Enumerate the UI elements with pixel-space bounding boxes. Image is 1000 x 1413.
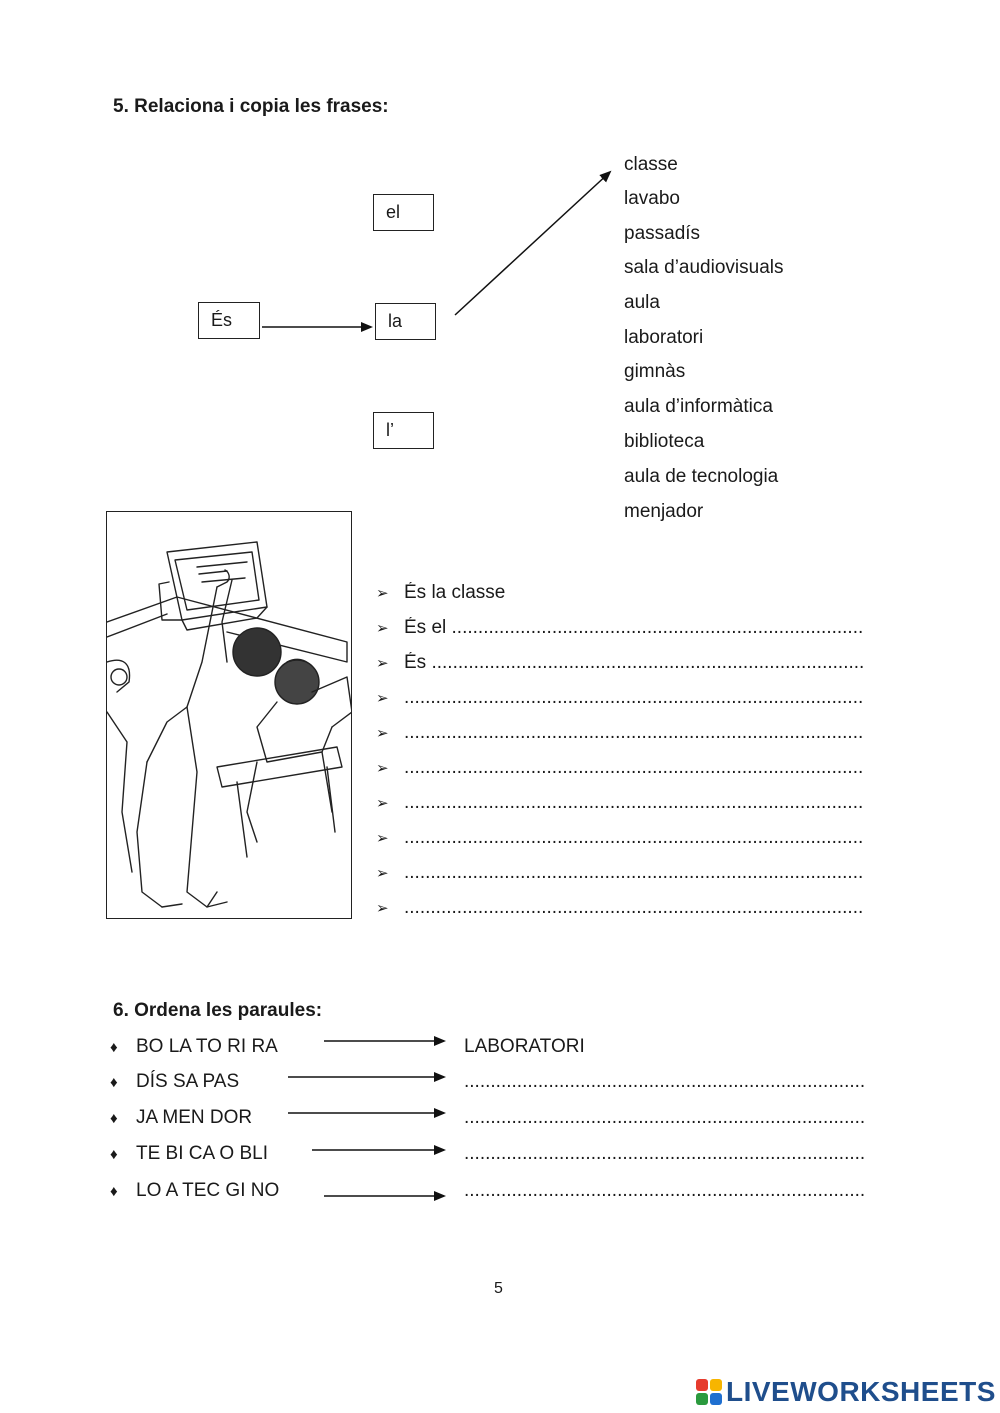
copy-line[interactable] [376,687,888,709]
page-number: 5 [494,1280,503,1297]
answer-field[interactable]: ............................................................................ [464,1107,866,1128]
diamond-bullet-icon: ♦ [110,1183,118,1200]
copy-line[interactable] [376,862,888,884]
word-gimnas: gimnàs [624,361,686,382]
arrowhead-bullet-icon: ➢ [376,725,389,742]
diamond-bullet-icon: ♦ [110,1110,118,1127]
copy-line[interactable] [376,792,888,814]
scrambled-word [110,1180,279,1202]
word-sala-audiovisuals: sala d’audiovisuals [624,257,784,278]
scrambled-syllables: JA MEN DOR [136,1107,253,1128]
answer-field[interactable]: ............................................................................ [464,1071,866,1092]
copy-line-text[interactable]: És .................................................................................. [404,652,865,673]
students-at-computer-drawing [107,512,352,919]
word-biblioteca: biblioteca [624,431,705,452]
arrow-la-to-classe [455,172,610,315]
copy-line-text[interactable]: ....................................................................................... [404,687,864,708]
arrowhead-bullet-icon: ➢ [376,690,389,707]
copy-line[interactable] [376,897,888,919]
liveworksheets-logo-icon [696,1379,722,1405]
brand-name: LIVEWORKSHEETS [726,1376,996,1407]
arrowhead-bullet-icon: ➢ [376,795,389,812]
copy-line-text: És la classe [404,582,506,603]
copy-line-text[interactable]: És el .............................................................................. [404,617,864,638]
word-laboratori: laboratori [624,327,704,348]
scrambled-syllables: TE BI CA O BLI [136,1143,268,1164]
arrowhead-bullet-icon: ➢ [376,585,389,602]
word-classe: classe [624,154,678,175]
copy-line [376,582,888,604]
article-box-la[interactable]: la [375,303,436,340]
copy-line-text[interactable]: ....................................................................................... [404,722,864,743]
word-aula-tecnologia: aula de tecnologia [624,466,779,487]
copy-line-text[interactable]: ....................................................................................... [404,792,864,813]
word-lavabo: lavabo [624,188,680,209]
arrowhead-bullet-icon: ➢ [376,620,389,637]
arrowhead-bullet-icon: ➢ [376,760,389,777]
copy-line[interactable] [376,617,888,639]
answer-field: LABORATORI [464,1036,585,1057]
logo-tile [710,1379,722,1391]
answer-field[interactable]: ............................................................................ [464,1180,866,1201]
answer-field[interactable]: ............................................................................ [464,1143,866,1164]
copy-line[interactable] [376,652,888,674]
article-box-el[interactable]: el [373,194,434,231]
copy-line[interactable] [376,827,888,849]
arrowhead-bullet-icon: ➢ [376,655,389,672]
computer-class-illustration [106,511,352,919]
logo-tile [696,1379,708,1391]
diamond-bullet-icon: ♦ [110,1039,118,1056]
copy-line-text[interactable]: ....................................................................................... [404,897,864,918]
exercise-6-heading: 6. Ordena les paraules: [113,1000,323,1021]
diamond-bullet-icon: ♦ [110,1146,118,1163]
logo-tile [696,1393,708,1405]
copy-line[interactable] [376,722,888,744]
scrambled-word [110,1071,239,1093]
scrambled-syllables: LO A TEC GI NO [136,1180,280,1201]
scrambled-word [110,1143,268,1165]
scrambled-syllables: BO LA TO RI RA [136,1036,278,1057]
arrowhead-bullet-icon: ➢ [376,830,389,847]
copy-line[interactable] [376,757,888,779]
word-passadis: passadís [624,223,701,244]
exercise-5-heading: 5. Relaciona i copia les frases: [113,96,389,117]
logo-tile [710,1393,722,1405]
scrambled-word [110,1036,278,1058]
word-aula-informatica: aula d’informàtica [624,396,773,417]
arrowhead-bullet-icon: ➢ [376,865,389,882]
liveworksheets-logo [696,1374,996,1410]
diamond-bullet-icon: ♦ [110,1074,118,1091]
article-box-l-apostrophe[interactable]: l’ [373,412,434,449]
start-box-es: És [198,302,260,339]
word-menjador: menjador [624,501,704,522]
copy-line-text[interactable]: ....................................................................................... [404,827,864,848]
word-aula: aula [624,292,660,313]
scrambled-word [110,1107,252,1129]
copy-line-text[interactable]: ....................................................................................... [404,757,864,778]
copy-line-text[interactable]: ....................................................................................... [404,862,864,883]
arrowhead-bullet-icon: ➢ [376,900,389,917]
scrambled-syllables: DÍS SA PAS [136,1071,240,1092]
